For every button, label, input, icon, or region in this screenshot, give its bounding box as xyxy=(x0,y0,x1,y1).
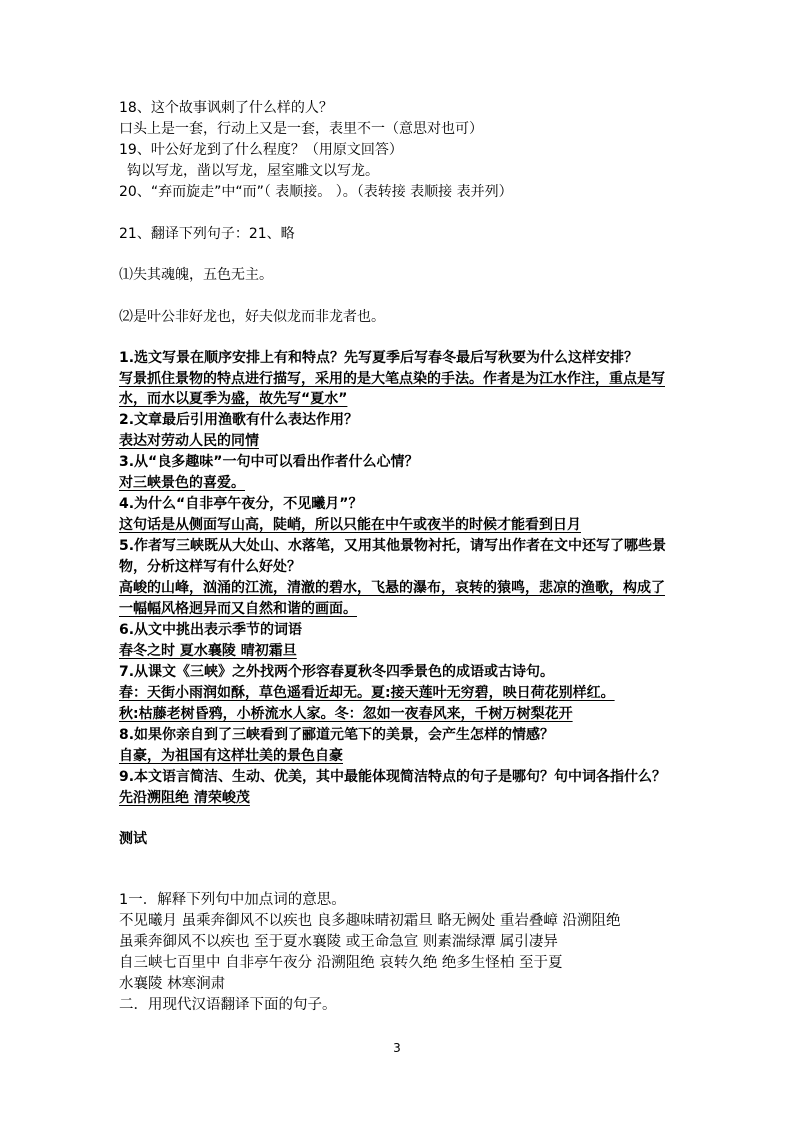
answer-9: 先沿溯阻绝 清荣峻茂 xyxy=(119,790,250,806)
answer-3: 对三峡景色的喜爱。 xyxy=(119,475,245,491)
answer-7-line-1: 春：天街小雨润如酥，草色遥看近却无。夏:接天莲叶无穷碧，映日荷花别样红。 xyxy=(119,685,615,701)
sentence-1: ⑴失其魂魄，五色无主。 xyxy=(119,267,273,283)
answer-1-line-1: 写景抓住景物的特点进行描写，采用的是大笔点染的手法。作者是为江水作注，重点是写 xyxy=(119,371,665,387)
answer-6: 春冬之时 夏水襄陵 晴初霜旦 xyxy=(119,643,297,659)
question-20: 20、“弃而旋走”中“而”（ 表顺接。 ）。（表转接 表顺接 表并列） xyxy=(119,184,513,200)
question-1: 1.选文写景在顺序安排上有和特点？先写夏季后写春冬最后写秋要为什么这样安排？ xyxy=(119,350,639,366)
question-3: 3.从“良多趣味”一句中可以看出作者什么心情？ xyxy=(119,454,419,470)
question-9: 9.本文语言简洁、生动、优美，其中最能体现简洁特点的句子是哪句？句中词各指什么？ xyxy=(119,769,667,785)
test-words-line-4: 水襄陵 林寒涧肃 xyxy=(119,976,226,992)
question-4: 4.为什么“自非亭午夜分，不见曦月”？ xyxy=(119,496,363,512)
answer-1-line-2: 水，而水以夏季为盛，故先写“夏水” xyxy=(119,391,348,407)
answer-5-line-1: 高峻的山峰，汹涌的江流，清澈的碧水，飞悬的瀑布，哀转的猿鸣，悲凉的渔歌，构成了 xyxy=(119,580,665,596)
question-2: 2.文章最后引用渔歌有什么表达作用？ xyxy=(119,412,359,428)
question-5-line-1: 5.作者写三峡既从大处山、水落笔，又用其他景物衬托，请写出作者在文中还写了哪些景 xyxy=(119,538,667,554)
answer-8: 自豪，为祖国有这样壮美的景色自豪 xyxy=(119,748,343,764)
test-words-line-2: 虽乘奔御风不以疾也 至于夏水襄陵 或王命急宣 则素湍绿潭 属引凄异 xyxy=(119,934,558,950)
answer-19: 钩以写龙，凿以写龙，屋室雕文以写龙。 xyxy=(127,163,379,179)
question-19: 19、叶公好龙到了什么程度？（用原文回答） xyxy=(119,142,403,158)
answer-5-line-2: 一幅幅风格迥异而又自然和谐的画面。 xyxy=(119,601,357,617)
test-words-line-3: 自三峡七百里中 自非亭午夜分 沿溯阻绝 哀转久绝 绝多生怪柏 至于夏 xyxy=(119,955,563,971)
sentence-2: ⑵是叶公非好龙也，好夫似龙而非龙者也。 xyxy=(119,309,385,325)
test-words-line-1: 不见曦月 虽乘奔御风不以疾也 良多趣味晴初霜旦 略无阙处 重岩叠嶂 沿溯阻绝 xyxy=(119,913,621,929)
test-part-2-title: 二．用现代汉语翻译下面的句子。 xyxy=(119,997,337,1013)
question-6: 6.从文中挑出表示季节的词语 xyxy=(119,622,303,638)
question-8: 8.如果你亲自到了三峡看到了郦道元笔下的美景，会产生怎样的情感？ xyxy=(119,727,555,743)
question-21: 21、翻译下列句子：21、略 xyxy=(119,226,295,242)
question-7: 7.从课文《三峡》之外找两个形容春夏秋冬四季景色的成语或古诗句。 xyxy=(119,664,555,680)
answer-7-line-2: 秋:枯藤老树昏鸦，小桥流水人家。冬：忽如一夜春风来，千树万树梨花开 xyxy=(119,706,573,722)
answer-4: 这句话是从侧面写山高，陡峭，所以只能在中午或夜半的时候才能看到日月 xyxy=(119,517,581,533)
question-5-line-2: 物，分析这样写有什么好处？ xyxy=(119,559,301,575)
answer-18: 口头上是一套，行动上又是一套，表里不一（意思对也可） xyxy=(119,121,483,137)
question-18: 18、这个故事讽刺了什么样的人？ xyxy=(119,100,333,116)
test-part-1-title: 1一．解释下列句中加点词的意思。 xyxy=(119,892,346,908)
section-heading-test: 测试 xyxy=(119,831,147,847)
page-number: 3 xyxy=(393,1041,401,1055)
answer-2: 表达对劳动人民的同情 xyxy=(119,433,259,449)
